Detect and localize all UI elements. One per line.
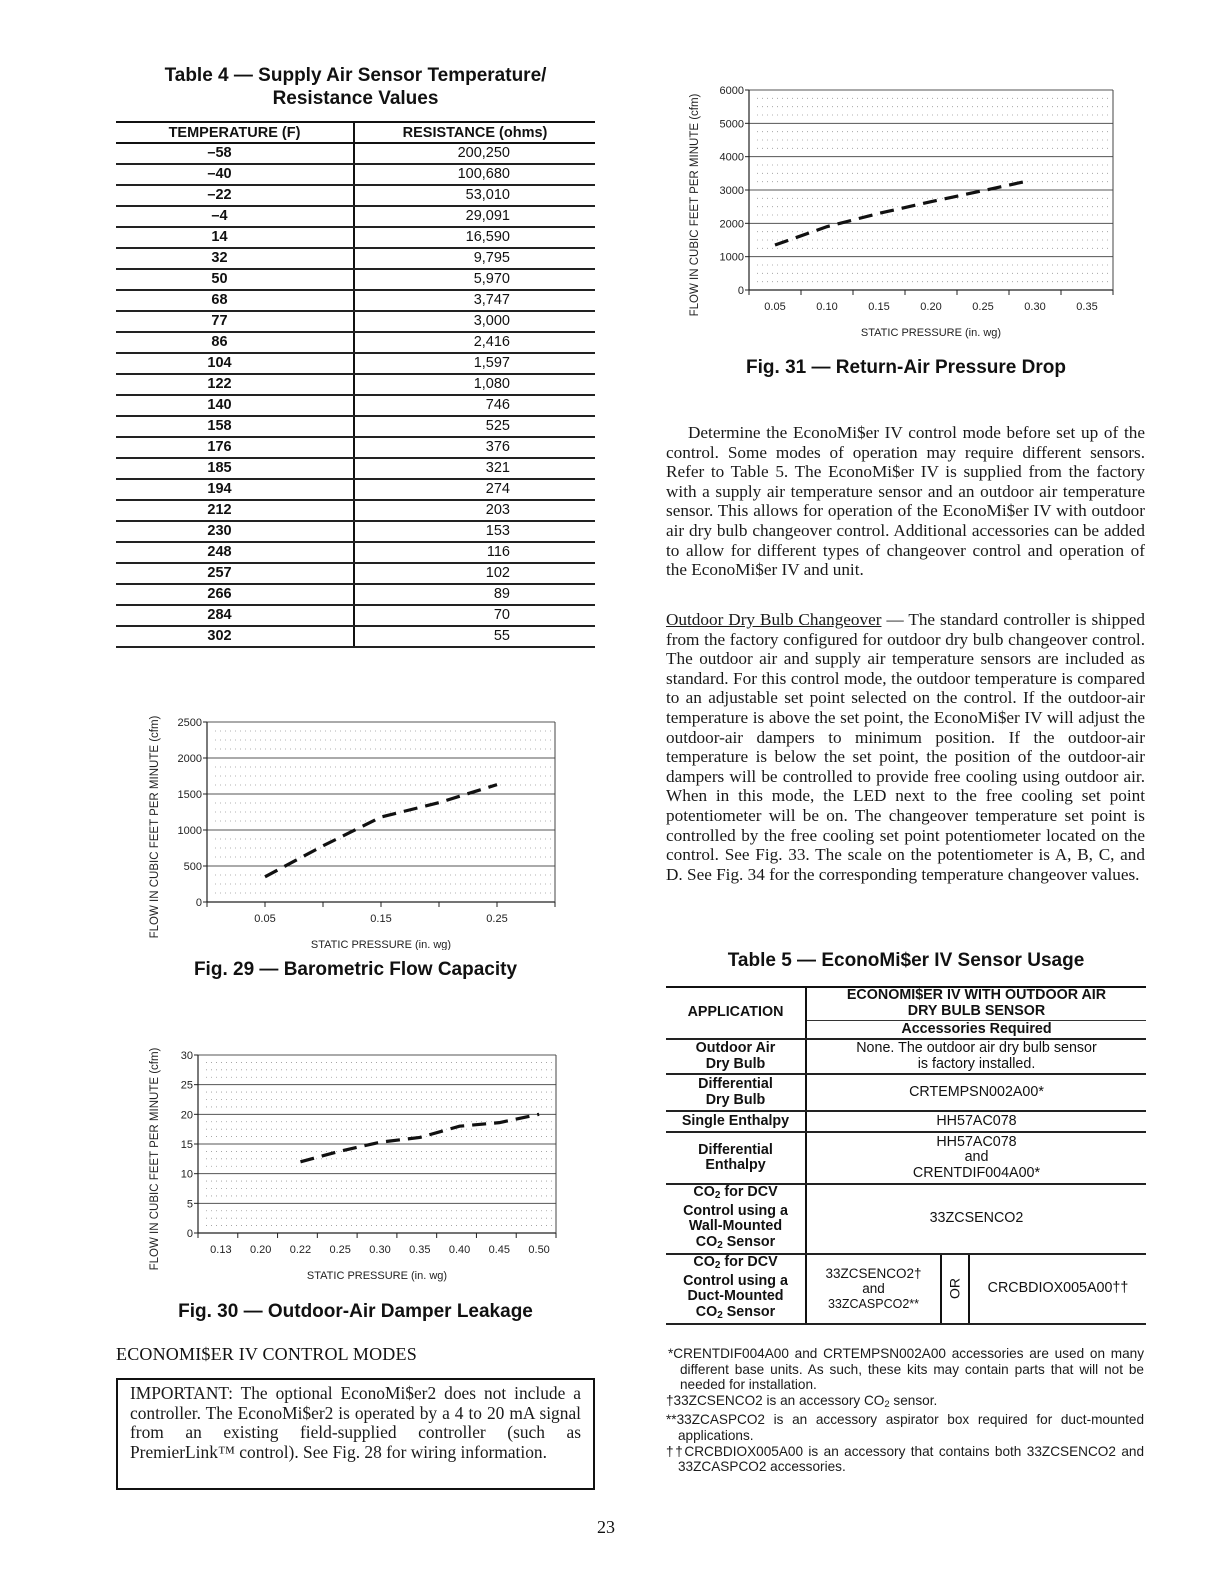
table4-temperature-cell: –58: [116, 143, 354, 164]
y-axis-label: FLOW IN CUBIC FEET PER MINUTE (cfm): [149, 715, 161, 939]
table4-row: [116, 311, 595, 332]
table4-row: [116, 563, 595, 584]
value-line: CRENTDIF004A00*: [912, 1164, 1041, 1181]
table4-resistance-cell: 29,091: [354, 206, 595, 227]
co-text: CO: [695, 1303, 718, 1320]
table4-temperature-cell: 86: [116, 332, 354, 353]
app-line: Duct-Mounted: [687, 1288, 784, 1304]
table4-resistance-cell: 376: [354, 437, 595, 458]
subscript: 2: [884, 1398, 890, 1410]
table4-title-line1: Table 4 — Supply Air Sensor Temperature/: [164, 65, 547, 86]
app-line: [666, 1305, 805, 1324]
fig31-chart: [680, 60, 1120, 345]
fig30-plot: [140, 1010, 570, 1285]
table4-row: [116, 185, 595, 206]
fig29-chart: [140, 690, 570, 950]
table4-row: [116, 521, 595, 542]
y-tick-label: 5: [186, 1198, 193, 1211]
body-paragraph-2-text: — The standard controller is shipped from the factory configured for outdoor dry bulb changeover control. The outdoor air and supply air temperature sensors are included as standard. For this control mode, the outdoor temperature is compared to an adjustable set point selected on the control. If the outdoor-air temperature is above the set point, the EconoMi$er IV will adjust the outdoor-air dampers to minimum position. If the outdoor-air temperature is below the set point, the position of the outdoor-air dampers will be controlled to provide free cooling using outdoor air. When in this mode, the LED next to the free cooling set point potentiometer will be on. The changeover temperature set point is controlled by the free cooling set point potentiometer located on the control. See Fig. 33. The scale on the potentiometer is A, B, C, and D. See Fig. 34 for the corresponding temperature changeover values.: [666, 610, 1145, 884]
table4-header-row: [116, 122, 595, 143]
table4-row: [116, 437, 595, 458]
value-line: is factory installed.: [917, 1055, 1036, 1072]
y-tick-label: 2000: [719, 218, 744, 231]
table5-app-cell: [666, 1184, 806, 1254]
table5-app-cell: [666, 1254, 806, 1324]
y-tick-label: 10: [180, 1168, 193, 1181]
table4-resistance-cell: 89: [354, 584, 595, 605]
value-line: None. The outdoor air dry bulb sensor: [856, 1040, 1097, 1056]
app-line: Enthalpy: [705, 1157, 766, 1173]
table4-temperature-cell: 140: [116, 395, 354, 416]
body-paragraph-1: [666, 423, 1145, 580]
table4-header-temperature: TEMPERATURE (F): [116, 122, 354, 143]
x-axis-label: STATIC PRESSURE (in. wg): [860, 327, 1002, 339]
table4-resistance-cell: 525: [354, 416, 595, 437]
table5-header-main: [806, 987, 1146, 1020]
table4-temperature-cell: –4: [116, 206, 354, 227]
app-line: Control using a: [683, 1202, 788, 1219]
y-tick-label: 15: [180, 1139, 193, 1151]
y-tick-label: 1000: [719, 251, 744, 264]
x-tick-label: 0.20: [920, 301, 942, 313]
fig29-plot: [140, 690, 570, 950]
table4-row: [116, 479, 595, 500]
y-tick-label: 30: [180, 1050, 193, 1062]
x-axis-label: STATIC PRESSURE (in. wg): [310, 939, 452, 950]
table5-title: Table 5 — EconoMi$er IV Sensor Usage: [727, 950, 1085, 971]
value-line: and: [862, 1281, 885, 1297]
x-tick-label: 0.05: [254, 913, 276, 925]
table4-resistance-cell: 203: [354, 500, 595, 521]
table4-resistance-cell: 746: [354, 395, 595, 416]
table4-temperature-cell: 158: [116, 416, 354, 437]
table5-header-application: APPLICATION: [666, 987, 806, 1039]
footnote-1: *CRENTDIF004A00 and CRTEMPSN002A00 accessories are used on many different base units. As such, these kits may contain parts that will not be needed for installation.: [668, 1346, 1144, 1393]
table5-row: [666, 1039, 1146, 1074]
table4-temperature-cell: 230: [116, 521, 354, 542]
table4-resistance-cell: 100,680: [354, 164, 595, 185]
table4-temperature-cell: 212: [116, 500, 354, 521]
important-note-box: [116, 1378, 595, 1490]
fig30-chart: [140, 1010, 570, 1285]
table5-app-cell: [666, 1132, 806, 1184]
app-line: Wall-Mounted: [688, 1218, 783, 1234]
table5-value-cell: CRTEMPSN002A00*: [806, 1074, 1146, 1111]
table4-resistance-cell: 53,010: [354, 185, 595, 206]
table4-temperature-cell: 176: [116, 437, 354, 458]
page-number: 23: [597, 1517, 615, 1537]
value-line: and: [964, 1149, 989, 1166]
table5: [666, 986, 1146, 1325]
app-text: Sensor: [726, 1303, 776, 1320]
fig31-caption: Fig. 31 — Return-Air Pressure Drop: [746, 357, 1066, 378]
table5-value-cell: [806, 1132, 1146, 1184]
table5-row: [666, 1184, 1146, 1254]
table4-temperature-cell: 50: [116, 269, 354, 290]
table4-resistance-cell: 153: [354, 521, 595, 542]
table5-header-main-line1: ECONOMI$ER IV WITH OUTDOOR AIR: [846, 987, 1107, 1004]
table4-row: [116, 395, 595, 416]
table5-header-accessories: Accessories Required: [806, 1020, 1146, 1039]
app-line: Dry Bulb: [705, 1055, 766, 1072]
table4-temperature-cell: 77: [116, 311, 354, 332]
y-tick-label: 1500: [177, 789, 202, 801]
x-tick-label: 0.20: [249, 1244, 272, 1256]
table4-title-line2: Resistance Values: [272, 88, 439, 109]
table4-temperature-cell: 122: [116, 374, 354, 395]
footnote-2: [666, 1393, 1144, 1413]
table5-value-cell: 33ZCSENCO2: [806, 1184, 1146, 1254]
y-tick-label: 2500: [177, 717, 202, 729]
table4-temperature-cell: –40: [116, 164, 354, 185]
table4-temperature-cell: 266: [116, 584, 354, 605]
y-tick-label: 500: [183, 861, 202, 873]
table5-or-cell: OR: [941, 1254, 969, 1324]
table5-app-cell: [666, 1039, 806, 1074]
y-tick-label: 0: [195, 897, 202, 909]
x-tick-label: 0.15: [868, 301, 890, 313]
y-tick-label: 6000: [719, 85, 744, 97]
app-line: Outdoor Air: [695, 1040, 776, 1056]
co-text: CO: [695, 1233, 718, 1250]
y-axis-label: FLOW IN CUBIC FEET PER MINUTE (cfm): [689, 93, 701, 317]
table4-row: [116, 143, 595, 164]
footnote-2-text: †33ZCSENCO2 is an accessory CO: [666, 1392, 885, 1408]
table4-resistance-cell: 2,416: [354, 332, 595, 353]
table4-row: [116, 626, 595, 647]
subscript: 2: [714, 1190, 721, 1201]
y-tick-label: 2000: [177, 753, 202, 765]
table4-resistance-cell: 1,597: [354, 353, 595, 374]
table5-value-cell: [806, 1039, 1146, 1074]
app-line: [666, 1235, 805, 1254]
data-line: [775, 182, 1025, 245]
fig29-caption: Fig. 29 — Barometric Flow Capacity: [193, 959, 518, 980]
value-line: HH57AC078: [936, 1133, 1017, 1150]
fig30-caption: Fig. 30 — Outdoor-Air Damper Leakage: [178, 1301, 533, 1322]
x-tick-label: 0.13: [210, 1244, 232, 1256]
table4-temperature-cell: 104: [116, 353, 354, 374]
co-text: CO: [693, 1184, 715, 1200]
x-tick-label: 0.25: [486, 913, 508, 925]
table5-row: [666, 1111, 1146, 1132]
table5-row: [666, 1132, 1146, 1184]
app-text: for DCV: [724, 1184, 778, 1200]
table4-temperature-cell: 32: [116, 248, 354, 269]
app-line: Differential: [698, 1141, 773, 1158]
important-note-text: IMPORTANT: The optional EconoMi$er2 does not include a controller. The EconoMi$er2 is operated by a 4 to 20 mA signal from an existing field-supplied controller (such as PremierLink™ control). See Fig. 28 for wiring information.: [130, 1383, 581, 1462]
x-tick-label: 0.25: [972, 301, 994, 313]
table4-row: [116, 269, 595, 290]
table4-resistance-cell: 200,250: [354, 143, 595, 164]
x-tick-label: 0.10: [816, 301, 838, 313]
table4-temperature-cell: 194: [116, 479, 354, 500]
x-tick-label: 0.50: [528, 1244, 550, 1256]
table4-row: [116, 290, 595, 311]
table4-resistance-cell: 5,970: [354, 269, 595, 290]
table4-row: [116, 542, 595, 563]
table4-resistance-cell: 274: [354, 479, 595, 500]
app-line: [666, 1255, 805, 1274]
y-tick-label: 5000: [719, 118, 744, 131]
table4-temperature-cell: 302: [116, 626, 354, 647]
table4-row: [116, 374, 595, 395]
x-tick-label: 0.30: [1024, 301, 1046, 313]
x-tick-label: 0.22: [289, 1244, 312, 1256]
table4-temperature-cell: –22: [116, 185, 354, 206]
table4-resistance-cell: 1,080: [354, 374, 595, 395]
table5-value-right-cell: CRCBDIOX005A00††: [969, 1254, 1146, 1324]
app-text: for DCV: [724, 1254, 778, 1270]
section-heading: ECONOMI$ER IV CONTROL MODES: [116, 1344, 417, 1364]
x-tick-label: 0.40: [448, 1244, 471, 1256]
table5-row: [666, 1254, 1146, 1324]
table4-row: [116, 353, 595, 374]
y-tick-label: 3000: [719, 185, 744, 197]
table5-row: [666, 1074, 1146, 1111]
table4-row: [116, 416, 595, 437]
table4-resistance-cell: 16,590: [354, 227, 595, 248]
table4-row: [116, 500, 595, 521]
x-axis-label: STATIC PRESSURE (in. wg): [306, 1270, 448, 1282]
outdoor-dry-bulb-heading: Outdoor Dry Bulb Changeover: [666, 610, 882, 629]
table4-row: [116, 227, 595, 248]
app-line: Dry Bulb: [705, 1091, 766, 1108]
body-paragraph-2: [666, 610, 1145, 884]
x-tick-label: 0.25: [329, 1244, 351, 1256]
table4-resistance-cell: 321: [354, 458, 595, 479]
table4-row: [116, 164, 595, 185]
app-line: Differential: [698, 1076, 773, 1092]
table4-resistance-cell: 55: [354, 626, 595, 647]
table5-footnotes: [666, 1346, 1144, 1475]
table4-resistance-cell: 9,795: [354, 248, 595, 269]
y-tick-label: 4000: [719, 151, 744, 164]
y-tick-label: 0: [186, 1228, 193, 1240]
x-tick-label: 0.35: [409, 1244, 431, 1256]
table5-app-cell: Single Enthalpy: [666, 1111, 806, 1132]
x-tick-label: 0.45: [488, 1244, 511, 1256]
app-line: [666, 1185, 805, 1204]
subscript: 2: [714, 1260, 721, 1271]
table4-resistance-cell: 116: [354, 542, 595, 563]
y-tick-label: 0: [737, 285, 744, 297]
subscript: 2: [717, 1309, 723, 1321]
table4-header-resistance: RESISTANCE (ohms): [354, 122, 595, 143]
app-text: Sensor: [726, 1233, 776, 1250]
table5-header-row-1: [666, 987, 1146, 1020]
y-tick-label: 1000: [177, 825, 202, 837]
app-line: Control using a: [683, 1272, 788, 1289]
footnote-4: ††CRCBDIOX005A00 is an accessory that contains both 33ZCSENCO2 and 33ZCASPCO2 accessories.: [666, 1443, 1144, 1475]
value-line: 33ZCASPCO2**: [827, 1296, 919, 1311]
value-line: 33ZCSENCO2†: [825, 1265, 922, 1281]
table4-row: [116, 584, 595, 605]
table4-temperature-cell: 248: [116, 542, 354, 563]
table4-resistance-cell: 102: [354, 563, 595, 584]
table5-app-cell: [666, 1074, 806, 1111]
co-text: CO: [693, 1254, 715, 1270]
table4-row: [116, 206, 595, 227]
y-tick-label: 25: [180, 1079, 193, 1092]
y-tick-label: 20: [180, 1109, 193, 1122]
table4-resistance-cell: 70: [354, 605, 595, 626]
table4-temperature-cell: 68: [116, 290, 354, 311]
x-tick-label: 0.30: [369, 1244, 391, 1256]
x-tick-label: 0.35: [1076, 301, 1098, 313]
table4-resistance-cell: 3,747: [354, 290, 595, 311]
table4-temperature-cell: 257: [116, 563, 354, 584]
table5-header-main-line2: DRY BULB SENSOR: [907, 1002, 1046, 1019]
table4-temperature-cell: 284: [116, 605, 354, 626]
footnote-2-tail: sensor.: [889, 1392, 938, 1408]
body-paragraph-1-text: Determine the EconoMi$er IV control mode before set up of the control. Some modes of operation may require different sensors. Refer to Table 5. The EconoMi$er IV is supplied from the factory with a supply air temperature sensor and an outdoor air temperature sensor. This allows for operation of the EconoMi$er IV with outdoor air dry bulb changeover control. Additional accessories can be added to allow for different types of changeover control and operation of the EconoMi$er IV and unit.: [666, 423, 1145, 580]
table4-row: [116, 458, 595, 479]
subscript: 2: [717, 1239, 723, 1251]
table4-temperature-cell: 185: [116, 458, 354, 479]
footnote-3: **33ZCASPCO2 is an accessory aspirator box required for duct-mounted applications.: [666, 1412, 1144, 1443]
table4-title: [116, 64, 595, 110]
table4-resistance-cell: 3,000: [354, 311, 595, 332]
data-line: [265, 785, 497, 877]
table4-row: [116, 332, 595, 353]
table4-temperature-cell: 14: [116, 227, 354, 248]
table4-row: [116, 605, 595, 626]
table5-value-cell: HH57AC078: [806, 1111, 1146, 1132]
y-axis-label: FLOW IN CUBIC FEET PER MINUTE (cfm): [149, 1047, 161, 1271]
table4: [116, 121, 595, 648]
table5-value-left-cell: [806, 1254, 941, 1324]
fig31-plot: [680, 60, 1120, 345]
table4-row: [116, 248, 595, 269]
x-tick-label: 0.05: [764, 301, 786, 313]
x-tick-label: 0.15: [370, 913, 392, 925]
